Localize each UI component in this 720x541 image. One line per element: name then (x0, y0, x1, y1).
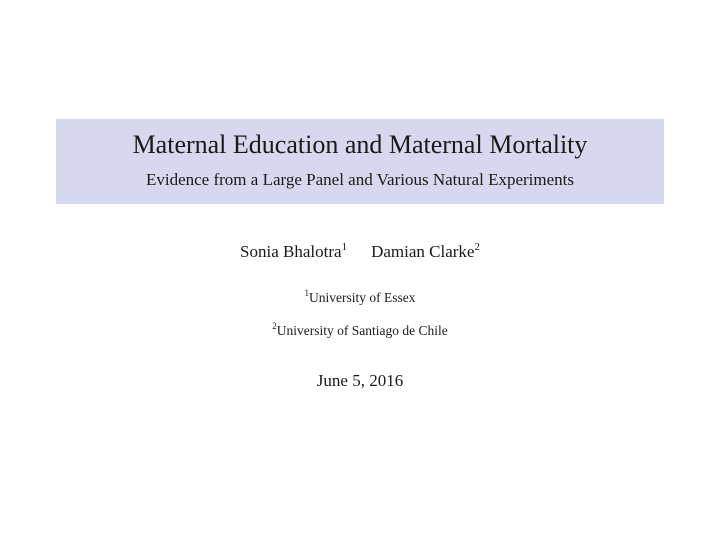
author-list (0, 241, 720, 263)
affiliation-mark: 1 (304, 288, 309, 298)
title-block (56, 119, 664, 204)
presentation-subtitle: Evidence from a Large Panel and Various Natural Experiments (145, 170, 574, 189)
author-name: Damian Clarke (371, 242, 475, 261)
affiliation-mark: 2 (474, 241, 480, 253)
author-clarke (371, 241, 480, 263)
affiliation-name: University of Santiago de Chile (276, 323, 448, 338)
presentation-date: June 5, 2016 (316, 371, 404, 390)
affiliation-santiago (0, 322, 720, 340)
author-bhalotra (240, 241, 347, 263)
author-name: Sonia Bhalotra (240, 242, 342, 261)
affiliation-mark: 1 (341, 241, 348, 253)
affiliation-mark: 2 (272, 321, 277, 331)
presentation-title: Maternal Education and Maternal Mortality (132, 130, 588, 159)
affiliation-essex (0, 289, 720, 307)
affiliation-name: University of Essex (309, 290, 416, 305)
